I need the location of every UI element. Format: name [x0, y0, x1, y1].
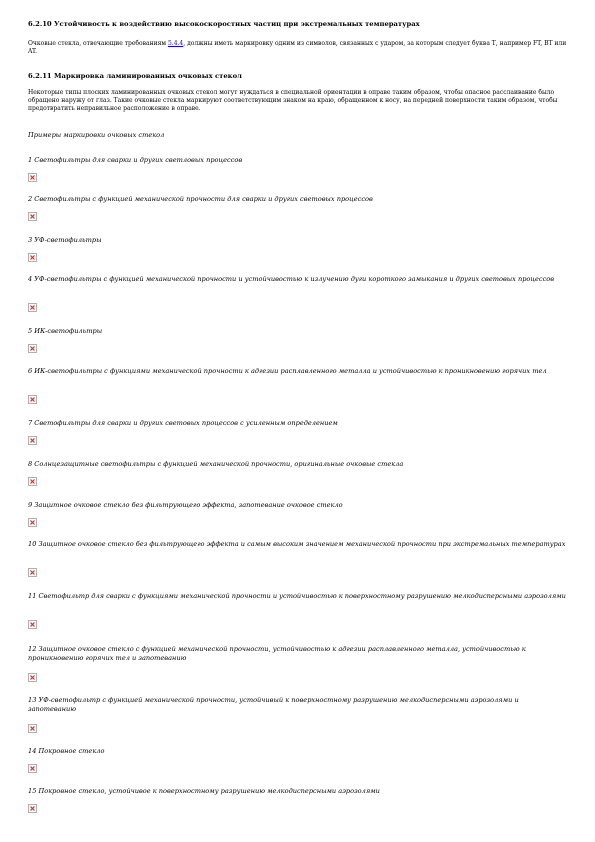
example-item: [28, 645, 568, 663]
broken-image-icon: [28, 173, 37, 182]
example-caption: 6 ИК-светофильтры с функциями механической прочности к адгезии расплавленного металла и устойчивостью к проникновению горячих тел: [28, 367, 547, 375]
section-6-2-10: [28, 20, 568, 29]
paragraph-text: , должны иметь маркировку одним из символов, связанных с ударом, за которым следует буква Т, например FT, BT или AT.: [28, 40, 567, 56]
example-item: [28, 696, 568, 714]
broken-image-icon: [28, 518, 37, 527]
section-6-2-11-body: [28, 89, 568, 114]
paragraph-text: Очковые стекла, отвечающие требованиям: [28, 40, 168, 47]
example-item: [28, 275, 568, 284]
examples-title-block: [28, 131, 568, 140]
example-caption: 14 Покровное стекло: [28, 747, 105, 755]
section-6-2-11: [28, 72, 568, 81]
broken-image-icon: [28, 804, 37, 813]
reference-link[interactable]: 5.4.4: [167, 40, 184, 47]
broken-image-icon: [28, 764, 37, 773]
example-item: [28, 236, 568, 245]
example-item: [28, 327, 568, 336]
example-caption: 15 Покровное стекло, устойчивое к поверхностному разрушению мелкодисперсными аэрозолями: [28, 787, 380, 795]
example-item: [28, 460, 568, 469]
broken-image-icon: [28, 344, 37, 353]
example-item: [28, 156, 568, 165]
broken-image-icon: [28, 724, 37, 733]
broken-image-icon: [28, 673, 37, 682]
broken-image-icon: [28, 253, 37, 262]
example-caption: 7 Светофильтры для сварки и других световых процессов с усиленным определением: [28, 419, 338, 427]
example-caption: 8 Солнцезащитные светофильтры с функцией механической прочности, оригинальные очковые стекла: [28, 460, 404, 468]
example-item: [28, 367, 568, 376]
section-heading: 6.2.11 Маркировка ламинированных очковых стекол: [28, 72, 242, 80]
example-caption: 3 УФ-светофильтры: [28, 236, 102, 244]
examples-title: Примеры маркировки очковых стекол: [28, 131, 165, 139]
example-item: [28, 747, 568, 756]
broken-image-icon: [28, 395, 37, 404]
example-caption: 11 Светофильтр для сварки с функциями механической прочности и устойчивостью к поверхностному разрушению мелкодисперсными аэрозолями: [28, 592, 566, 600]
example-item: [28, 195, 568, 204]
section-6-2-10-body: [28, 40, 568, 56]
broken-image-icon: [28, 303, 37, 312]
example-item: [28, 787, 568, 796]
broken-image-icon: [28, 477, 37, 486]
section-heading: 6.2.10 Устойчивость к воздействию высокоскоростных частиц при экстремальных температурах: [28, 20, 420, 28]
example-item: [28, 592, 568, 601]
paragraph: [28, 40, 568, 56]
broken-image-icon: [28, 568, 37, 577]
example-item: [28, 419, 568, 428]
example-caption: 12 Защитное очковое стекло с функцией механической прочности, устойчивостью к адгезии расплавленного металла, устойчивостью к проникновению горячих тел и запотеванию: [28, 645, 526, 662]
example-caption: 5 ИК-светофильтры: [28, 327, 103, 335]
example-caption: 1 Светофильтры для сварки и других светловых процессов: [28, 156, 243, 164]
broken-image-icon: [28, 212, 37, 221]
broken-image-icon: [28, 436, 37, 445]
example-item: [28, 540, 568, 549]
example-caption: 2 Светофильтры с функцией механической прочности для сварки и других световых процессов: [28, 195, 373, 203]
example-caption: 9 Защитное очковое стекло без фильтрующего эффекта, запотевание очковое стекло: [28, 501, 343, 509]
example-caption: 4 УФ-светофильтры с функцией механической прочности и устойчивостью к излучению дуги короткого замыкания и других световых процессов: [28, 275, 555, 283]
broken-image-icon: [28, 620, 37, 629]
paragraph: Некоторые типы плоских ламинированных очковых стекол могут нуждаться в специальной ориентации в оправе таким образом, чтобы опасное расслаивание было обращено наружу от глаз. Такие очковые стекла маркируют соответствующим знаком на краю, обращенном к носу, на передней поверхности таким образом, чтобы предотвратить неправильное расположение в оправе.: [28, 89, 558, 113]
example-caption: 13 УФ-светофильтр с функцией механической прочности, устойчивый к поверхностному разрушению мелкодисперсными аэрозолями и запотеванию: [28, 696, 519, 713]
example-caption: 10 Защитное очковое стекло без фильтрующего эффекта и самым высоким значением механической прочности при экстремальных температурах: [28, 540, 566, 548]
example-item: [28, 501, 568, 510]
